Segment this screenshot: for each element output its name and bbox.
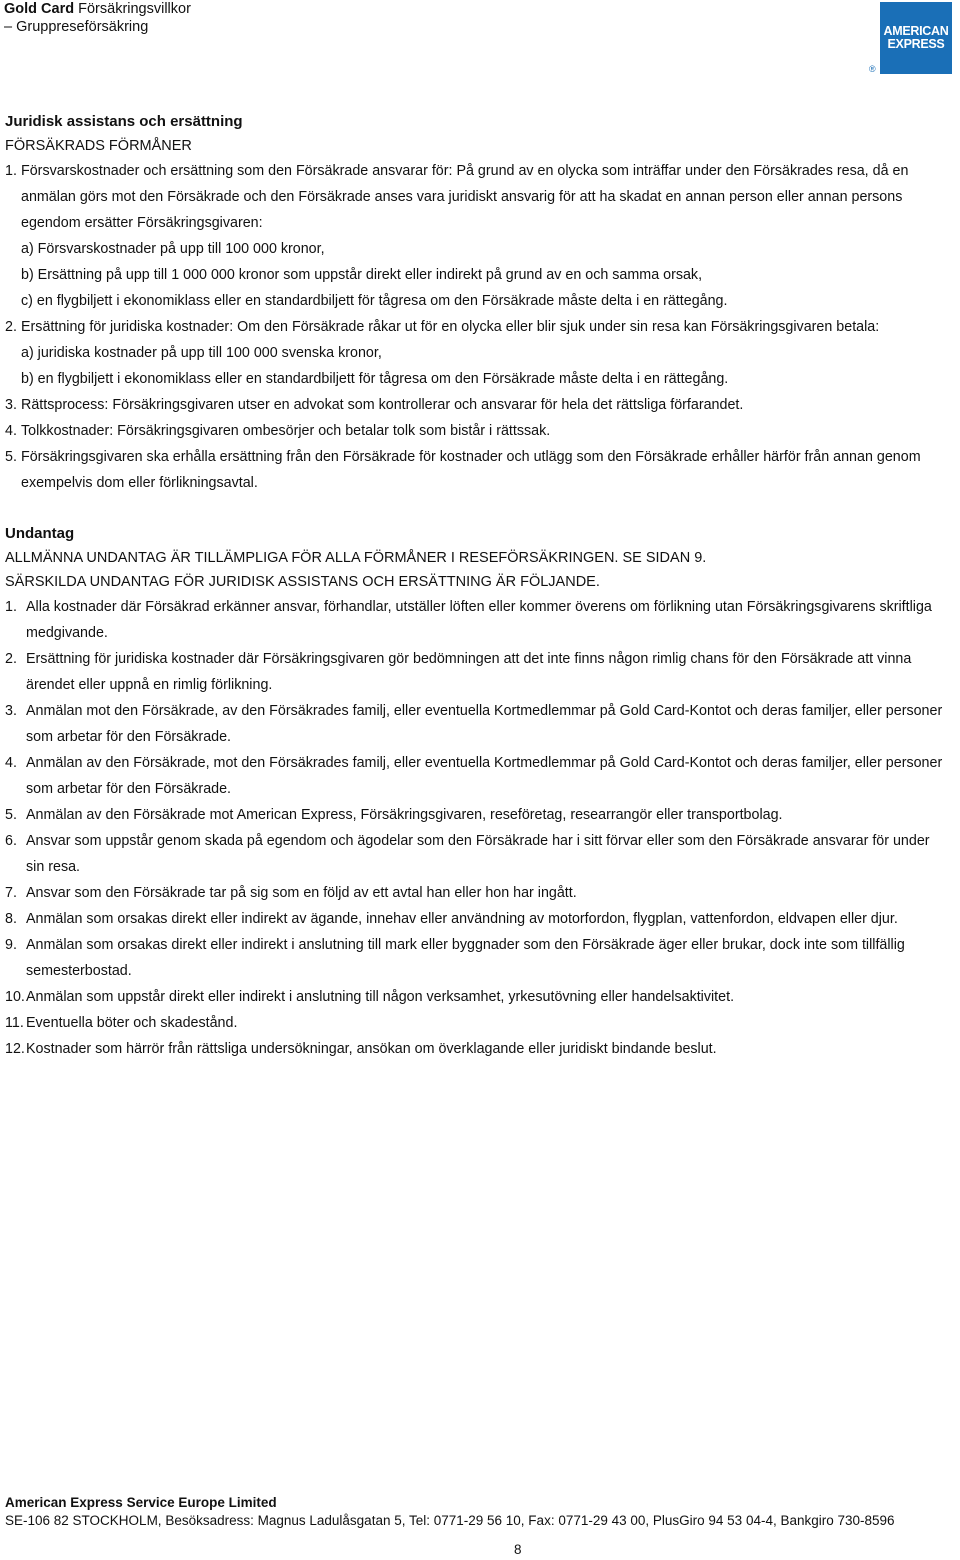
item-text: Ansvar som uppstår genom skada på egendom och ägodelar som den Försäkrade har i sitt förvar eller som den Försäkrade ansvarar för under sin resa. (26, 833, 930, 875)
item-text: Anmälan som orsakas direkt eller indirekt i anslutning till mark eller byggnader som den Försäkrade äger eller brukar, dock inte som tillfällig semesterbostad. (26, 937, 905, 979)
benefit-item-1 (5, 158, 950, 236)
benefit-item-5 (5, 444, 950, 496)
exclusion-item (5, 750, 950, 802)
item-number: 6. (5, 833, 17, 849)
benefit-item-1a: a) Försvarskostnader på upp till 100 000 kronor, (21, 241, 325, 257)
item-number: 1. (5, 599, 17, 615)
item-number: 8. (5, 911, 17, 927)
item-text: Försäkringsgivaren ska erhålla ersättning från den Försäkrade för kostnader och utlägg som den Försäkrade erhåller härför från annan genom exempelvis dom eller förlikningsavtal. (21, 449, 921, 491)
footer-address: SE-106 82 STOCKHOLM, Besöksadress: Magnus Ladulåsgatan 5, Tel: 0771-29 56 10, Fax: 0771-29 43 00, PlusGiro 94 53 04-4, Bankgiro 730-8596 (5, 1513, 895, 1528)
benefit-item-3 (5, 392, 950, 418)
exclusion-item (5, 698, 950, 750)
exclusions-list (5, 594, 950, 1062)
exclusion-item (5, 984, 950, 1010)
exclusion-item (5, 828, 950, 880)
footer-company: American Express Service Europe Limited (5, 1495, 277, 1510)
benefit-item-1b: b) Ersättning på upp till 1 000 000 kronor som uppstår direkt eller indirekt på grund av en och samma orsak, (21, 267, 703, 283)
exclusion-item (5, 1036, 950, 1062)
item-lead: Ersättning för juridiska kostnader: (21, 319, 234, 335)
item-text: Anmälan av den Försäkrade mot American Express, Försäkringsgivaren, reseföretag, researrangör eller transportbolag. (26, 807, 783, 823)
item-lead: Försvarskostnader och ersättning som den Försäkrade ansvarar för: (21, 163, 453, 179)
item-text: Anmälan som orsakas direkt eller indirekt av ägande, innehav eller användning av motorfordon, flygplan, vattenfordon, eldvapen eller djur. (26, 911, 898, 927)
item-text: Anmälan som uppstår direkt eller indirekt i anslutning till någon verksamhet, yrkesutövning eller handelsaktivitet. (26, 989, 735, 1005)
registered-mark: ® (869, 64, 876, 74)
item-text: På grund av en olycka som inträffar under den Försäkrades resa, då en anmälan görs mot den Försäkrade och den Försäkrade anses vara juridiskt ansvarig för att ha skadat en annan person eller annan persons egendom ersätter Försäkringsgivaren: (21, 163, 909, 231)
benefit-item-2b: b) en flygbiljett i ekonomiklass eller en standardbiljett för tågresa om den Försäkrade måste delta i en rättegång. (21, 371, 729, 387)
item-number: 7. (5, 885, 17, 901)
item-number: 5. (5, 449, 17, 465)
exclusion-item (5, 880, 950, 906)
item-text: Ansvar som den Försäkrade tar på sig som en följd av ett avtal han eller hon har ingått. (26, 885, 577, 901)
exclusion-item (5, 594, 950, 646)
item-text: Eventuella böter och skadestånd. (26, 1015, 238, 1031)
exclusion-item (5, 646, 950, 698)
amex-logo (880, 2, 952, 74)
exclusion-item (5, 1010, 950, 1036)
item-number: 2. (5, 319, 17, 335)
benefit-item-2 (5, 314, 950, 340)
brand-name: Gold Card (4, 1, 75, 17)
item-number: 9. (5, 937, 17, 953)
logo-line-1: AMERICAN (883, 24, 949, 38)
item-text: Anmälan av den Försäkrade, mot den Försäkrades familj, eller eventuella Kortmedlemmar på Gold Card-Kontot och deras familjer, eller personer som arbetar för den Försäkrade. (26, 755, 943, 797)
item-text: Om den Försäkrade råkar ut för en olycka eller blir sjuk under sin resa kan Försäkringsgivaren betala: (237, 319, 880, 335)
item-text: Ersättning för juridiska kostnader där Försäkringsgivaren gör bedömningen att det inte finns någon rimlig chans för den Försäkrade att vinna ärendet eller uppnå en rimlig förlikning. (26, 651, 912, 693)
section-title: Juridisk assistans och ersättning (5, 113, 243, 130)
document-subtitle: – Gruppreseförsäkring (4, 19, 149, 35)
item-text: Försäkringsgivaren ombesörjer och betalar tolk som bistår i rättssak. (117, 423, 551, 439)
item-text: Alla kostnader där Försäkrad erkänner ansvar, förhandlar, utställer löften eller kommer överens om förlikning utan Försäkringsgivarens skriftliga medgivande. (26, 599, 932, 641)
exclusions-specific-note: SÄRSKILDA UNDANTAG FÖR JURIDISK ASSISTANS OCH ERSÄTTNING ÄR FÖLJANDE. (5, 574, 600, 590)
benefit-item-4 (5, 418, 950, 444)
item-number: 10. (5, 989, 25, 1005)
item-number: 4. (5, 755, 17, 771)
item-number: 3. (5, 703, 17, 719)
exclusion-item (5, 906, 950, 932)
document-header (4, 0, 191, 36)
exclusions-general-note: ALLMÄNNA UNDANTAG ÄR TILLÄMPLIGA FÖR ALLA FÖRMÅNER I RESEFÖRSÄKRINGEN. SE SIDAN 9. (5, 550, 707, 566)
exclusions-title: Undantag (5, 525, 75, 542)
page-number: 8 (514, 1542, 522, 1557)
exclusion-item (5, 802, 950, 828)
logo-line-2: EXPRESS (887, 37, 945, 51)
item-text: Anmälan mot den Försäkrade, av den Försäkrades familj, eller eventuella Kortmedlemmar på Gold Card-Kontot och deras familjer, eller personer som arbetar för den Försäkrade. (26, 703, 943, 745)
benefit-item-1c: c) en flygbiljett i ekonomiklass eller en standardbiljett för tågresa om den Försäkrade måste delta i en rättegång. (21, 293, 728, 309)
item-number: 12. (5, 1041, 25, 1057)
document-title: Försäkringsvillkor (78, 1, 191, 17)
item-number: 4. (5, 423, 17, 439)
main-content (5, 110, 950, 1062)
item-number: 1. (5, 163, 17, 179)
item-number: 5. (5, 807, 17, 823)
item-number: 3. (5, 397, 17, 413)
item-text: Försäkringsgivaren utser en advokat som kontrollerar och ansvarar för hela det rättsliga förfarandet. (112, 397, 744, 413)
item-text: Kostnader som härrör från rättsliga undersökningar, ansökan om överklagande eller juridiskt bindande beslut. (26, 1041, 717, 1057)
item-lead: Tolkkostnader: (21, 423, 114, 439)
item-number: 2. (5, 651, 17, 667)
footer (5, 1494, 895, 1530)
item-number: 11. (5, 1015, 24, 1031)
item-lead: Rättsprocess: (21, 397, 109, 413)
section-subtitle: FÖRSÄKRADS FÖRMÅNER (5, 138, 192, 154)
exclusion-item (5, 932, 950, 984)
benefit-item-2a: a) juridiska kostnader på upp till 100 000 svenska kronor, (21, 345, 382, 361)
